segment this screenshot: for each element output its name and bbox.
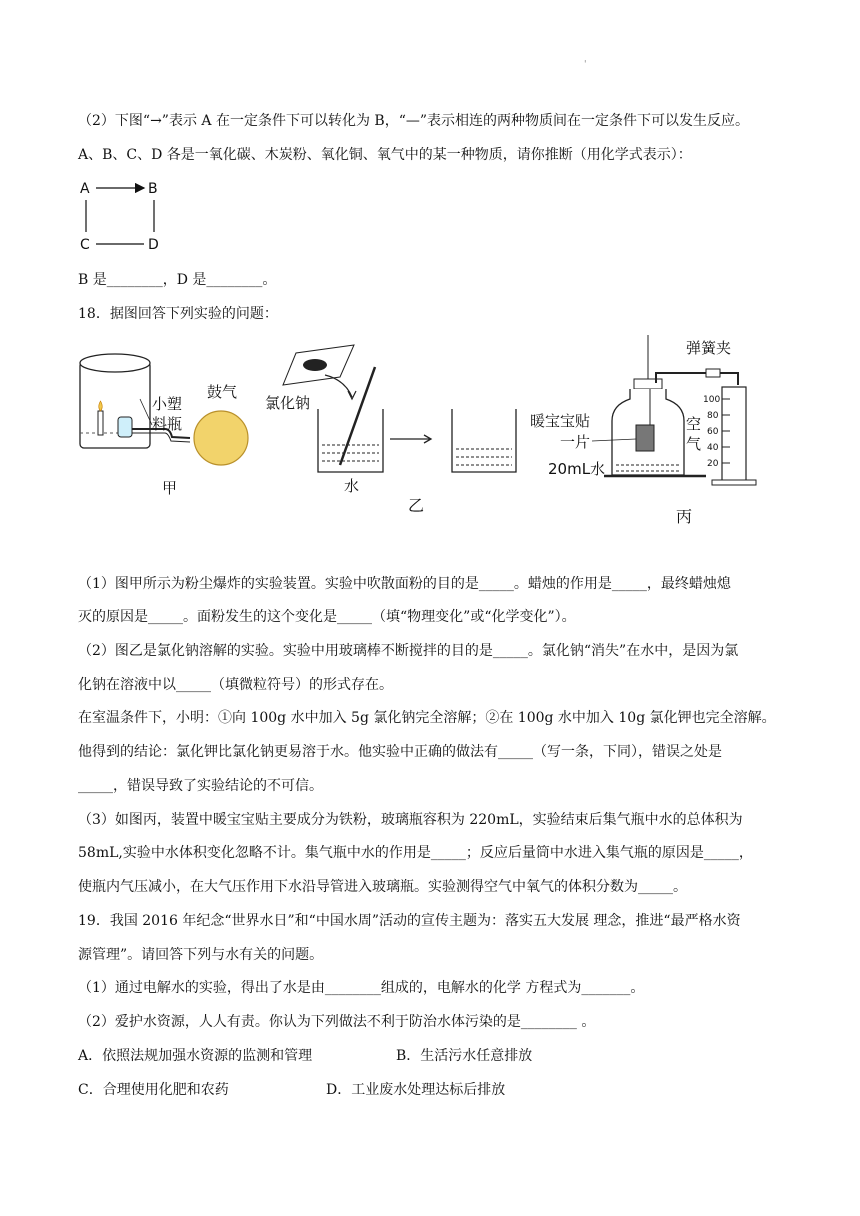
q17-p2-line2: A、B、C、D 各是一氧化碳、木炭粉、氧化铜、氧气中的某一种物质，请你推断（用化学式表示）：	[78, 147, 692, 163]
diagram-label-c: C	[80, 237, 90, 253]
q18-p2-line3: 在室温条件下，小明：①向 100g 水中加入 5g 氯化钠完全溶解；②在 100g 水中加入 10g 氯化钾也完全溶解。	[78, 710, 776, 726]
yi-label-water: 水	[344, 477, 360, 495]
spring-clamp	[706, 369, 720, 377]
q18-p1-line1: （1）图甲所示为粉尘爆炸的实验装置。实验中吹散面粉的目的是_____。蜡烛的作用是_____，最终蜡烛熄	[78, 576, 731, 592]
jia-caption: 甲	[162, 479, 178, 497]
q18-p3-line1: （3）如图丙，装置中暖宝宝贴主要成分为铁粉，玻璃瓶容积为 220mL，实验结束后集气瓶中水的总体积为	[78, 812, 743, 828]
diagram-label-a: A	[80, 181, 90, 197]
figure-yi	[265, 345, 516, 515]
air-bulb	[194, 411, 248, 465]
q19-option-d: D．工业废水处理达标后排放	[326, 1082, 506, 1098]
q17-reaction-diagram	[76, 176, 176, 254]
beaker-1	[318, 409, 383, 472]
salt-pile	[303, 359, 327, 371]
bing-label-air-2: 气	[686, 435, 702, 453]
q18-p2-line5: _____，错误导致了实验结论的不可信。	[78, 778, 323, 794]
bing-label-pack-2: 一片	[560, 433, 591, 451]
beaker-2	[452, 409, 516, 472]
q19-option-c: C．合理使用化肥和农药	[78, 1082, 229, 1098]
jia-label-bottle-1: 小塑	[152, 395, 183, 413]
q19-option-b: B．生活污水任意排放	[396, 1048, 533, 1064]
q19-line2: 源管理”。请回答下列与水有关的问题。	[78, 947, 324, 963]
q18-p2-line1: （2）图乙是氯化钠溶解的实验。实验中用玻璃棒不断搅拌的目的是_____。氯化钠“消失”在水中，是因为氯	[78, 643, 739, 659]
measuring-cylinder	[722, 387, 746, 481]
q18-figures	[0, 325, 860, 530]
q18-p3-line2: 58mL,实验中水体积变化忽略不计。集气瓶中水的作用是_____；反应后量筒中水进入集气瓶的原因是_____，	[78, 845, 753, 861]
jia-label-bottle-2: 料瓶	[152, 415, 183, 433]
q19-option-a: A．依照法规加强水资源的监测和管理	[78, 1048, 313, 1064]
bing-label-air-1: 空	[686, 415, 702, 433]
tick-label-100: 100	[703, 395, 721, 405]
jia-can	[80, 362, 150, 448]
q19-line1: 19．我国 2016 年纪念“世界水日”和“中国水周”活动的宣传主题为：落实五大发展 理念，推进“最严格水资	[78, 913, 741, 929]
figure-bing	[530, 335, 756, 526]
q17-answer-line: B 是________，D 是________。	[78, 272, 277, 288]
q18-title: 18．据图回答下列实验的问题：	[78, 306, 278, 322]
q18-p3-line3: 使瓶内气压减小，在大气压作用下水沿导管进入玻璃瓶。实验测得空气中氧气的体积分数为_____。	[78, 879, 687, 895]
figure-jia	[80, 354, 248, 497]
top-mark: '	[584, 60, 587, 70]
stopper	[634, 379, 662, 389]
diagram-label-d: D	[148, 237, 159, 253]
bing-label-water: 20mL水	[548, 460, 606, 478]
warm-pack	[636, 425, 654, 451]
diagram-label-b: B	[148, 181, 158, 197]
bing-caption: 丙	[676, 507, 693, 526]
q19-p1: （1）通过电解水的实验，得出了水是由________组成的，电解水的化学 方程式为_______。	[78, 980, 645, 996]
q17-p2-line1: （2）下图“→”表示 A 在一定条件下可以转化为 B，“—”表示相连的两种物质间在一定条件下可以发生反应。	[78, 113, 750, 129]
yi-label-salt: 氯化钠	[265, 394, 311, 412]
bing-label-clamp: 弹簧夹	[686, 339, 732, 357]
tick-label-60: 60	[707, 427, 719, 437]
tick-label-40: 40	[707, 443, 719, 453]
bing-label-pack-1: 暖宝宝贴	[530, 412, 591, 430]
jia-label-bulb: 鼓气	[207, 383, 238, 401]
plastic-bottle	[118, 417, 132, 437]
tick-label-20: 20	[707, 459, 719, 469]
delivery-tube	[656, 373, 738, 385]
tick-label-80: 80	[707, 411, 719, 421]
q19-p2: （2）爱护水资源，人人有责。你认为下列做法不利于防治水体污染的是________ 。	[78, 1014, 596, 1030]
q18-p1-line2: 灭的原因是_____。面粉发生的这个变化是_____（填“物理变化”或“化学变化”）。	[78, 609, 576, 625]
q18-p2-line4: 他得到的结论：氯化钾比氯化钠更易溶于水。他实验中正确的做法有_____（写一条，下同），错误之处是	[78, 744, 722, 760]
q18-p2-line2: 化钠在溶液中以_____（填微粒符号）的形式存在。	[78, 677, 393, 693]
yi-caption: 乙	[408, 496, 425, 515]
candle	[98, 411, 103, 435]
jia-can-lid	[80, 354, 150, 372]
